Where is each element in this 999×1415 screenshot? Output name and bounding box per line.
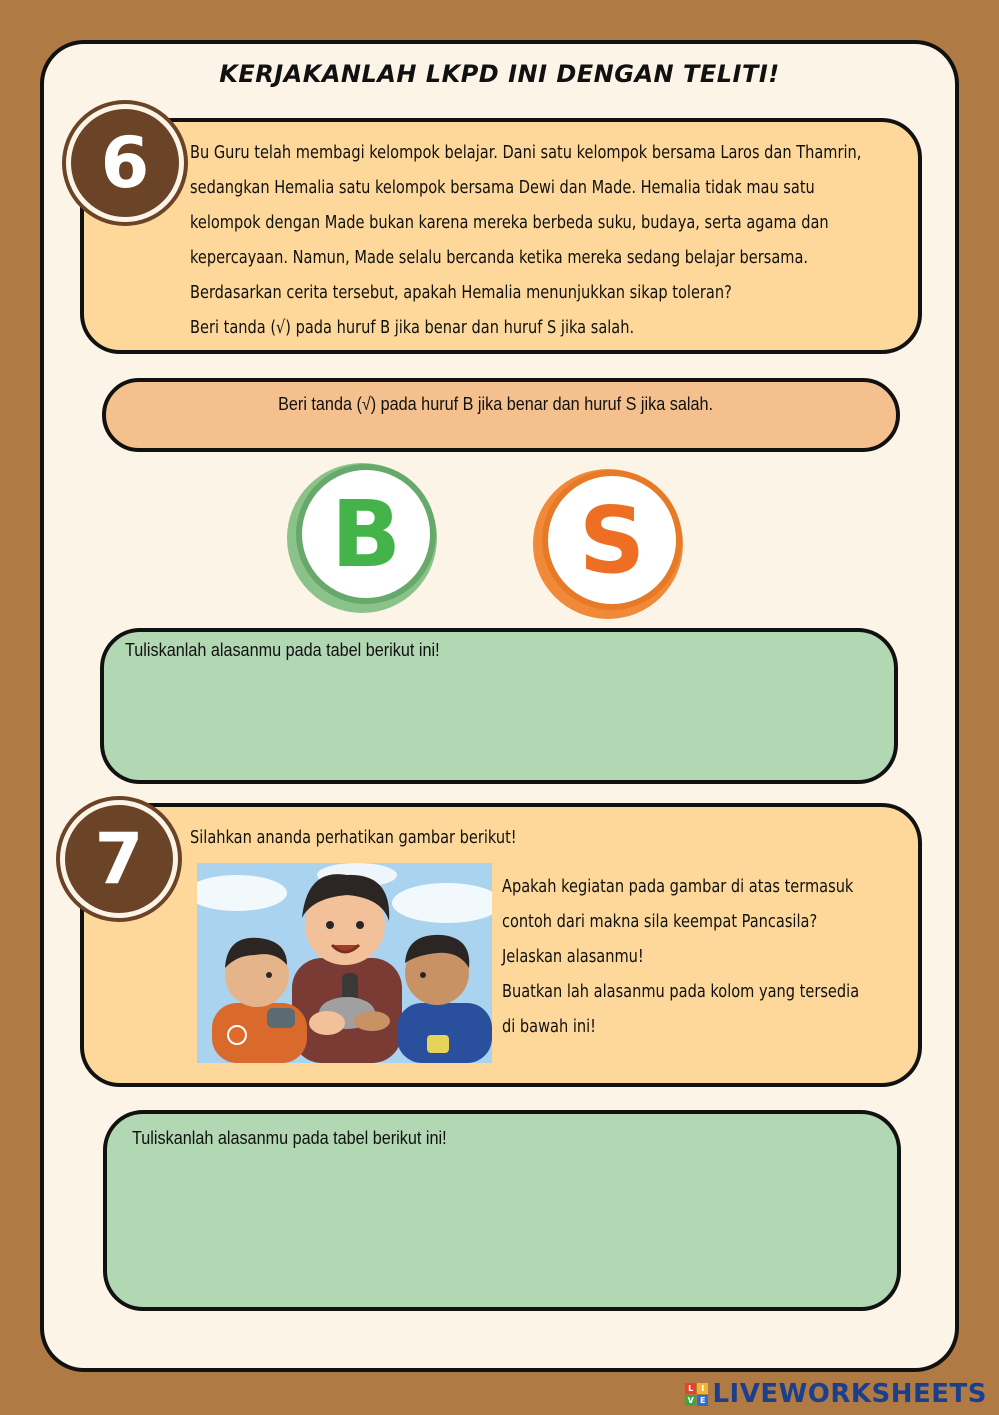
page-title: KERJAKANLAH LKPD INI DENGAN TELITI!: [219, 60, 780, 88]
instruction-panel: [102, 378, 900, 452]
question-6-line: kepercayaan. Namun, Made selalu bercanda ketika mereka sedang belajar bersama.: [190, 247, 809, 268]
answer-box-2-label: Tuliskanlah alasanmu pada tabel berikut ini!: [132, 1128, 447, 1148]
question-6-number-badge: 6: [66, 104, 184, 222]
question-6-text: [190, 135, 874, 345]
logo-letter: V: [685, 1395, 696, 1406]
logo-letter: I: [697, 1383, 708, 1394]
question-6-line: Berdasarkan cerita tersebut, apakah Hemalia menunjukkan sikap toleran?: [190, 282, 732, 303]
question-7-line: Buatkan lah alasanmu pada kolom yang tersedia: [502, 981, 860, 1002]
option-s-button[interactable]: S: [542, 470, 682, 610]
question-6-line: kelompok dengan Made bukan karena mereka berbeda suku, budaya, serta agama dan: [190, 212, 829, 233]
answer-box-1-label: Tuliskanlah alasanmu pada tabel berikut ini!: [125, 640, 440, 660]
question-6-line: sedangkan Hemalia satu kelompok bersama Dewi dan Made. Hemalia tidak mau satu: [190, 177, 815, 198]
logo-letter: L: [685, 1383, 696, 1394]
instruction-text: Beri tanda (√) pada huruf B jika benar dan huruf S jika salah.: [278, 394, 713, 414]
question-6-line: Beri tanda (√) pada huruf B jika benar dan huruf S jika salah.: [190, 317, 635, 338]
logo-letter: E: [697, 1395, 708, 1406]
question-7-intro: Silahkan ananda perhatikan gambar berikut!: [190, 827, 517, 848]
question-7-text: [502, 869, 898, 1044]
liveworksheets-logo: [685, 1379, 987, 1409]
question-6-line: Bu Guru telah membagi kelompok belajar. Dani satu kelompok bersama Laros dan Thamrin,: [190, 142, 862, 163]
question-7-number-badge: 7: [60, 800, 178, 918]
option-b-button[interactable]: B: [296, 464, 436, 604]
question-7-line: di bawah ini!: [502, 1016, 597, 1037]
live-logo-icon: [685, 1383, 708, 1406]
question-7-line: Jelaskan alasanmu!: [502, 946, 644, 967]
question-7-line: contoh dari makna sila keempat Pancasila?: [502, 911, 818, 932]
students-discussion-illustration: [197, 863, 492, 1063]
brand-name: LIVEWORKSHEETS: [712, 1379, 987, 1409]
question-7-line: Apakah kegiatan pada gambar di atas termasuk: [502, 876, 854, 897]
